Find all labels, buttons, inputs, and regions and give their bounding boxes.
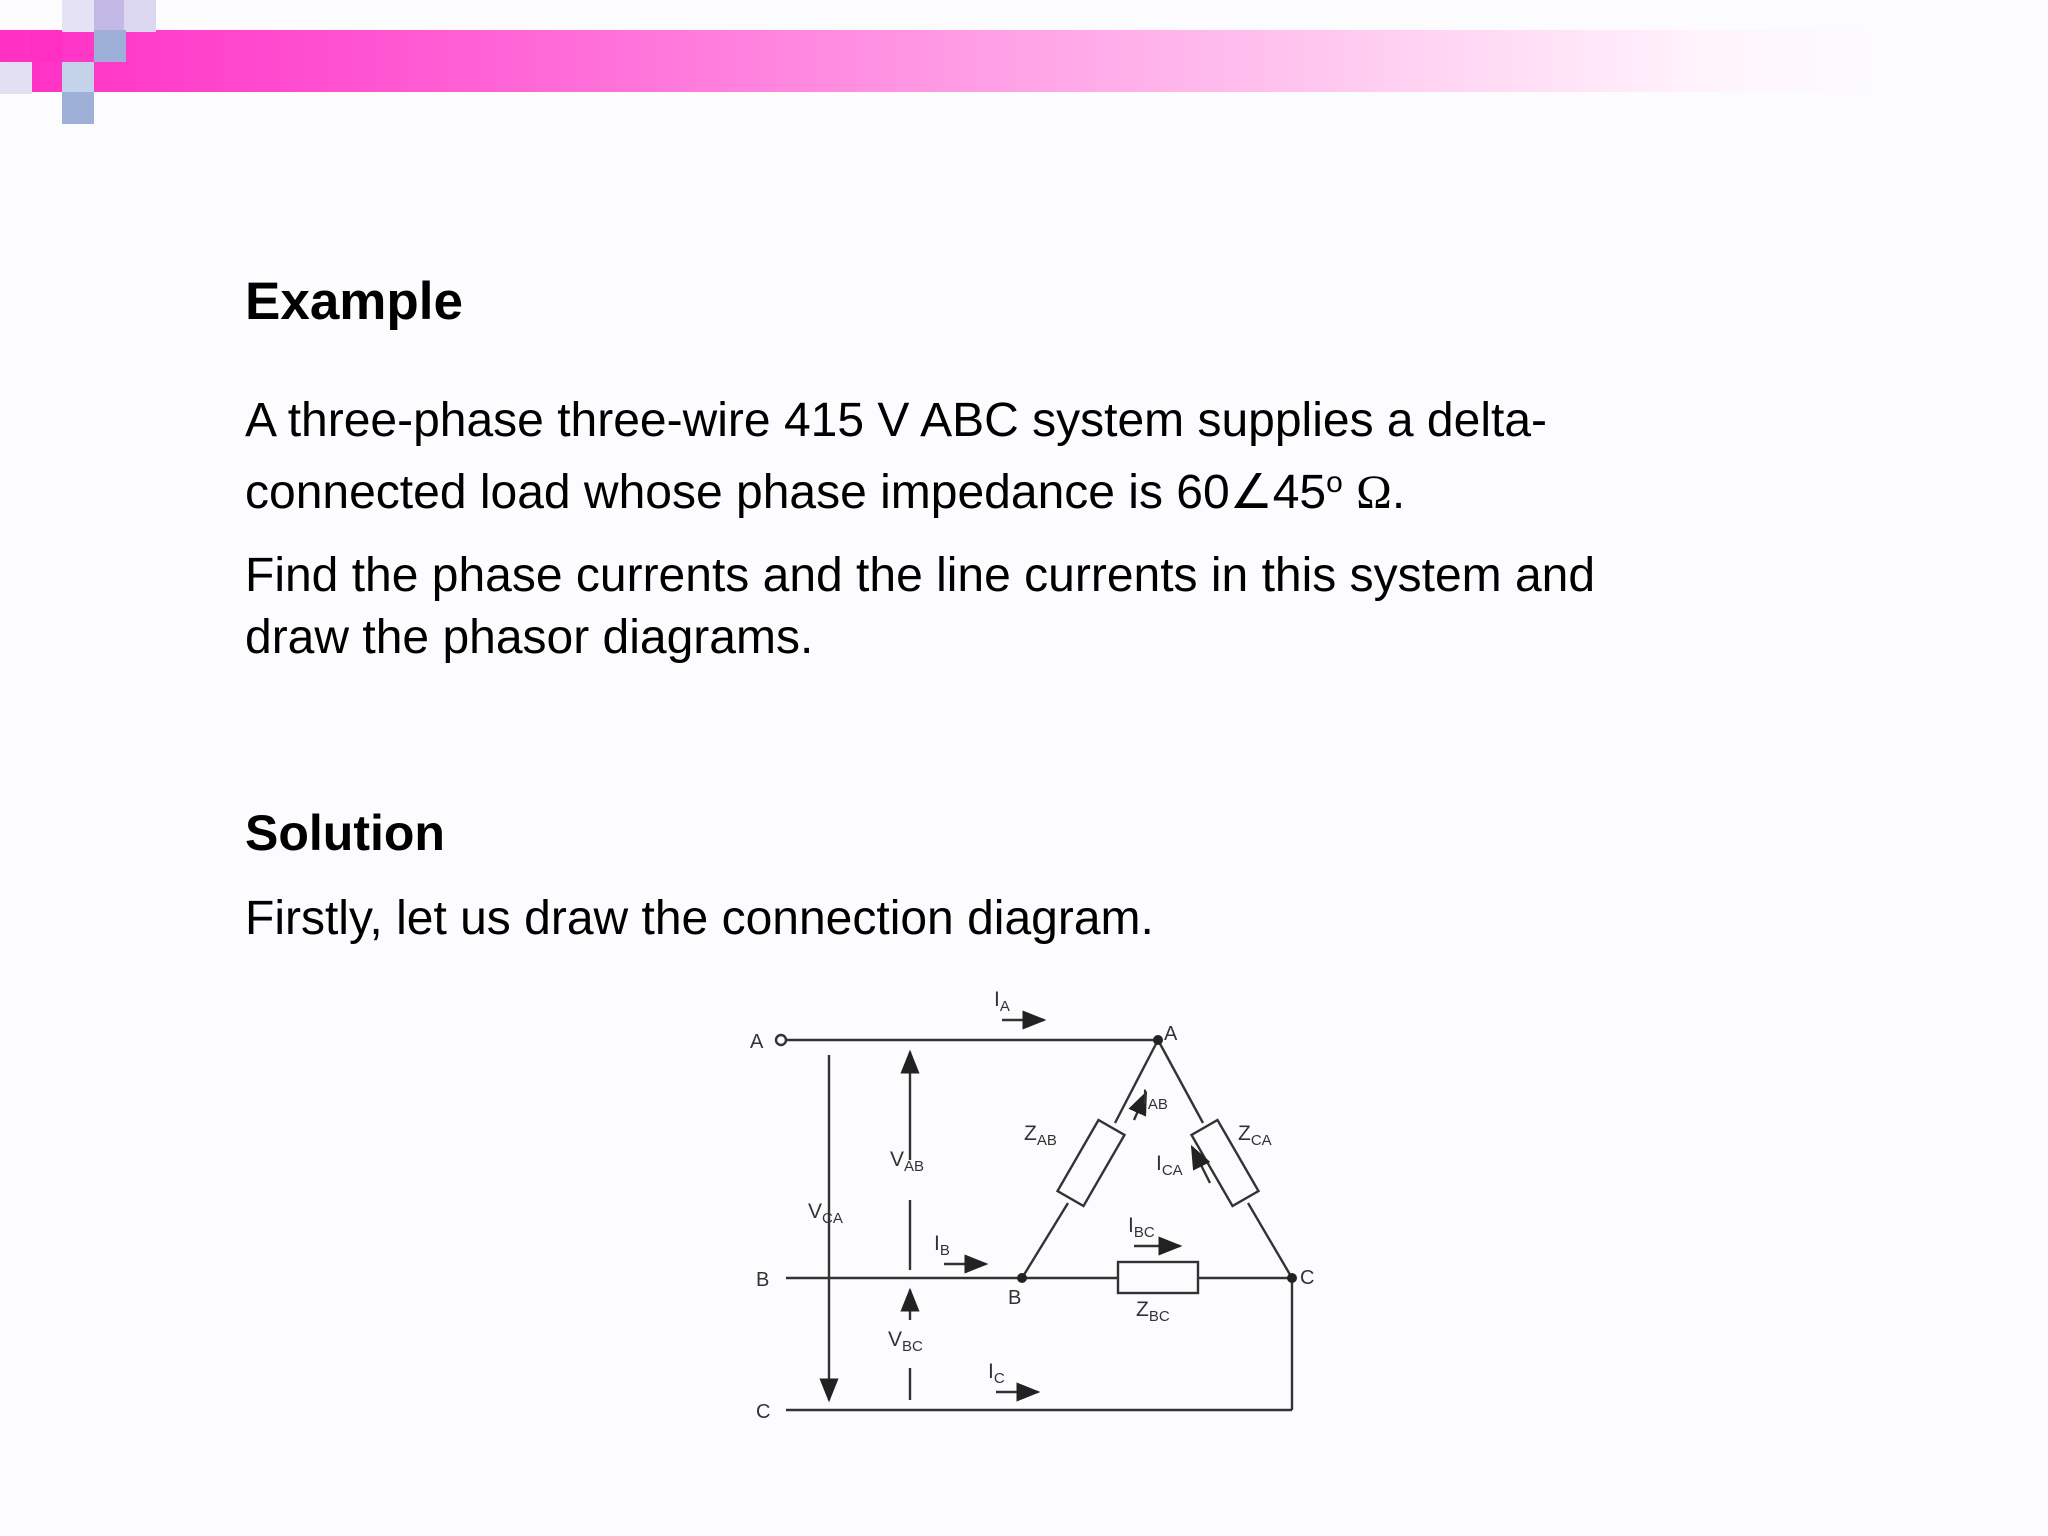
degree-symbol: o [1326, 466, 1343, 499]
terminal-c-label: C [756, 1401, 771, 1423]
task-line-1: Find the phase currents and the line currents in this system and [245, 549, 1596, 602]
label-ica: $I_{CA}$ [1156, 1152, 1183, 1179]
problem-line-1: A three-phase three-wire 415 V ABC system supplies a delta- [245, 394, 1547, 447]
problem-line-2: connected load whose phase impedance is 60 [245, 466, 1230, 519]
label-iab: $I_{AB}$ [1142, 1086, 1168, 1113]
solution-heading: Solution [245, 805, 445, 861]
branch-ca-lower [1248, 1203, 1292, 1278]
terminal-a-circle [776, 1035, 786, 1045]
impedance-zab-box [1058, 1120, 1125, 1206]
label-zbc: $Z_{BC}$ [1136, 1298, 1170, 1325]
impedance-zbc-box [1118, 1262, 1198, 1293]
angle-value: 45 [1272, 466, 1327, 519]
label-ib: $I_B$ [934, 1232, 950, 1259]
node-a-dot [1153, 1035, 1163, 1045]
label-vab: $V_{AB}$ [890, 1148, 925, 1175]
label-ic: $I_C$ [988, 1360, 1005, 1387]
branch-ab-lower [1022, 1203, 1068, 1278]
label-ibc: $I_{BC}$ [1128, 1214, 1155, 1241]
node-c-dot [1287, 1273, 1297, 1283]
angle-symbol: ∠ [1229, 466, 1273, 519]
ohm-symbol: Ω [1356, 466, 1392, 519]
label-zab: $Z_{AB}$ [1024, 1122, 1057, 1149]
task-line-2: draw the phasor diagrams. [245, 611, 814, 664]
label-zca: $Z_{CA}$ [1238, 1122, 1272, 1149]
problem-period: . [1391, 466, 1406, 519]
slide-title: Example [245, 272, 464, 331]
label-vca: $V_{CA}$ [808, 1200, 843, 1227]
node-c-label: C [1300, 1267, 1315, 1289]
node-b-label: B [1008, 1287, 1022, 1309]
solution-text: Firstly, let us draw the connection diagram. [245, 892, 1154, 945]
label-vbc: $V_{BC}$ [888, 1328, 923, 1355]
terminal-b-label: B [756, 1269, 770, 1291]
label-ia: $I_A$ [994, 988, 1010, 1015]
terminal-a-label: A [750, 1031, 764, 1053]
node-a-label: A [1164, 1023, 1178, 1045]
node-b-dot [1017, 1273, 1027, 1283]
